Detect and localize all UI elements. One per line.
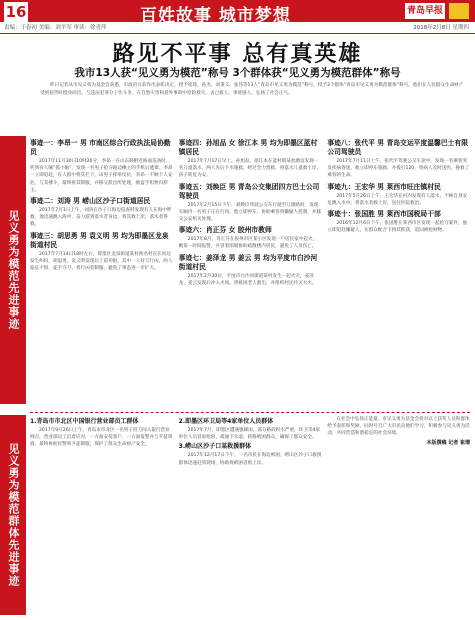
article-title: 事迹五：刘焕臣 男 青岛公交集团四方巴士公司驾驶员	[178, 182, 320, 200]
top-columns	[30, 136, 470, 408]
brand-mark-icon	[449, 3, 469, 19]
header-bar	[0, 0, 475, 26]
article-body: 2017年7月11日上午，张代平驾驶公交车途中，发现一名乘客突发疾病昏迷，他立即停车施救，并拨打120，将病人及时送医，挽救了乘客的生命。	[327, 159, 470, 179]
article-title: 3.崂山区沙子口某救援群体	[178, 443, 252, 451]
article-title: 事迹七：姜泽龙 男 姜云 男 均为平度市白沙河街道村民	[178, 253, 318, 271]
article-body: 2017年7月1日上午，刘涛在沙子口海边巡查时发现有人在海中呼救，他迅速跳入海中，奋力游到落水者身边，将其救上岸，落水者得救。	[30, 208, 172, 228]
header-meta	[0, 22, 475, 34]
column-1	[30, 416, 173, 616]
article-body: 2017年7月17日早上，孙旭品、徐江本在蓝村镇某池塘边发现一名儿童落水，两人先后下水施救，经过全力营救，将落水儿童救上岸，孩子转危为安。	[178, 159, 322, 179]
column-title: 百姓故事 城市梦想	[140, 6, 291, 26]
article-body: 2017年7月，即墨区遭遇强降雨，部分路段积水严重，环卫等4家单位人员冒雨抢险，疏通下水道，转移被困群众，确保了群众安全。	[178, 428, 321, 441]
intro-paragraph: 昨日记者从市见义勇为基金会获悉，市政府日前作出表彰决定，授予崔琦、孙杰、刘秉义、张伟等13人“青岛市见义勇为模范”称号，授予3个群体“青岛市见义勇为模范群体”称号。他们在人民群众生命财产受到侵害时挺身而出，与违法犯罪分子作斗争，在自然灾害和意外事故中抢险救灾、舍己救人，事迹感人，弘扬了社会正气。	[40, 83, 464, 96]
column-2	[179, 416, 322, 616]
page-header	[0, 0, 475, 34]
editor-credits: 责编：于春初 美编：刘平军 审读：徐青萍	[4, 25, 107, 31]
article-title: 事迹四：孙旭品 女 徐江本 男 均为即墨区蓝村镇居民	[178, 139, 318, 156]
article-title: 1.青岛市市北区中国银行营业部员工群体	[30, 418, 139, 425]
article-title: 事迹三：胡思勇 男 袁义明 男 均为即墨区龙泉街道村民	[30, 231, 169, 249]
brand-logo: 青岛早报	[405, 3, 445, 19]
article-body: 在社会中弘扬正能量。市见义勇为基金会将对以上获奖人员和群体给予表彰和奖励，同时号召广大市民向他们学习，积极参与见义勇为活动，共同营造和谐稳定的社会环境。	[327, 417, 470, 437]
page-number: 16	[5, 3, 27, 21]
article-title: 2.即墨区环卫局等4家单位人员群体	[178, 418, 274, 425]
article-title: 事迹十：张国胜 男 莱西市国税局干部	[327, 210, 441, 219]
column-3	[327, 416, 470, 616]
headline: 路见不平事 总有真英雄	[112, 41, 363, 67]
issue-date: 2018年2月8日 星期四	[413, 25, 469, 31]
article-body: 2016年12月6日下午，张国胜在莱西市区发现一起抢夺案件，他立即追赶嫌疑人，在群众配合下将其抓获，追回被抢财物。	[327, 221, 468, 234]
byline: 本版撰稿 记者 崔璟	[426, 439, 471, 446]
article-body: 2017年5月26日上午，王宏华在村内发现有人落水，不顾自身安危跳入水中，将落水者救上岸，送往医院救治。	[327, 193, 468, 206]
column-2	[179, 136, 322, 408]
article-body: 2017年11月30日10时20分，李昂一在山东路附近路面巡查时，听到有人喊“抓小偷”，发现一名男子抢夺路边摊主的手机后逃窜。李昂一立即追赶，在人群中将其拦下，该男子挥拳反抗，李昂一不顾个人安危，与其搏斗，最终将其制服，并移交派出所处理，被盗手机物归原主。	[30, 159, 173, 193]
article-body: 2017年2月30日，平度市白沙河街道某村发生一起火灾，姜泽龙、姜云发现后冲入火场，将被困老人救出，并组织村民扑灭大火。	[178, 273, 317, 286]
column-1	[30, 136, 173, 408]
article-body: 2017年12月17日下午，一名市民在海边被困，崂山区沙子口救援群体迅速赶到现场，协助将被困者救上岸。	[178, 453, 322, 466]
article-title: 事迹九：王宏华 男 莱西市旺庄镇村民	[327, 182, 441, 191]
article-body: 2017年7月14日18时左右，即墨区龙泉街道某村两名村民在河边发生纠纷，胡思勇、袁义明发现后上前劝阻，其中一人持刀行凶，两人临危不惧，徒手夺刀，将行凶者制服，避免了事态进一步扩大。	[30, 251, 173, 272]
side-banner-models: 见义勇为模范先进事迹	[0, 136, 26, 404]
bottom-columns	[30, 412, 470, 616]
column-3	[327, 136, 470, 408]
article-title: 事迹二：刘涛 男 崂山区沙子口街道居民	[30, 197, 151, 206]
article-body: 2017年8月，肖正芬在胶州市区某小区发现一户居民家中起火，她第一时间报警，并冒着浓烟协助疏散楼内居民，避免了人员伤亡。	[178, 237, 318, 250]
article-title: 事迹一：李昂一 男 市南区综合行政执法局协勤员	[30, 139, 171, 156]
subheadline: 我市13人获“见义勇为模范”称号 3个群体获“见义勇为模范群体”称号	[74, 67, 401, 79]
article-title: 事迹八：张代平 男 青岛交运平度温馨巴士有限公司驾驶员	[327, 139, 469, 156]
article-title: 事迹六：肖正芬 女 胶州市教师	[178, 226, 272, 235]
article-body: 2017年9月26日上午，青岛市市北区一名男子持刀闯入银行营业网点，营业部员工沉着应对，一方面安抚客户，一方面报警并与歹徒周旋，最终协助民警将歹徒制服，保护了群众生命财产安全。	[30, 428, 173, 448]
article-body: 2017年2月15日下午，刘焕臣驾驶公交车行驶至辽源路时，发现车厢内一名男子正在行窃，他立即停车，协助乘客将嫌疑人控制，并移交公安机关处理。	[178, 202, 322, 223]
side-banner-groups: 见义勇为模范群体先进事迹	[0, 415, 26, 615]
